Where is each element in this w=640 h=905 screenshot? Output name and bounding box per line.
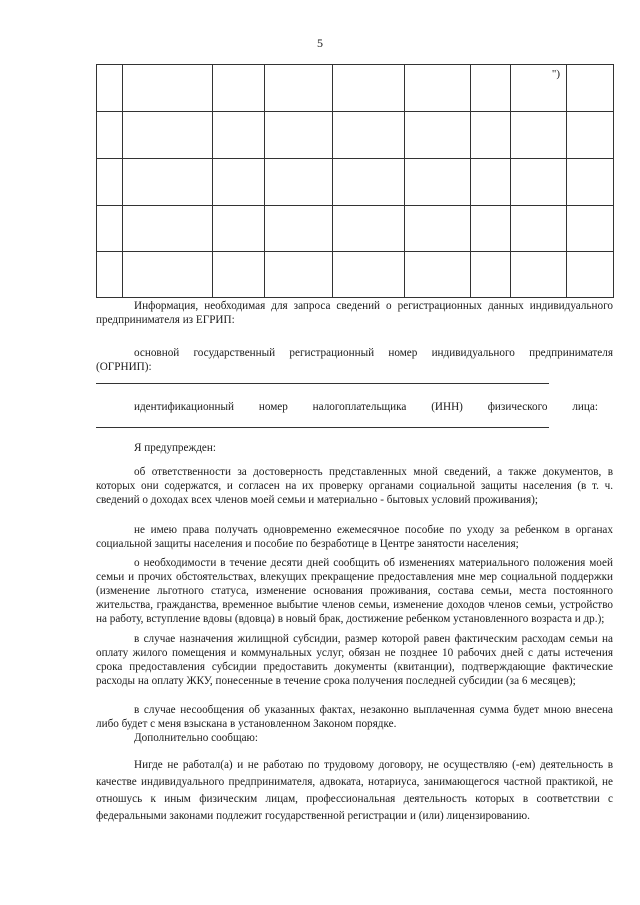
inn-word: налогоплательщика [312, 401, 407, 413]
table-cell [97, 206, 123, 252]
table-cell [567, 112, 614, 159]
inn-word: (ИНН) [431, 401, 463, 413]
table-cell [511, 206, 567, 252]
page-number: 5 [317, 36, 323, 50]
warned-item-benefits: не имею права получать одновременно ежемесячное пособие по уходу за ребенком в органах социальной защиты населения и пособие по безработице в Центре занятости населения; [96, 524, 613, 550]
table-cell [471, 112, 511, 159]
table-cell [567, 206, 614, 252]
table-row [97, 112, 614, 159]
table-cell [405, 112, 471, 159]
table-cell [471, 65, 511, 112]
table-cell [333, 112, 405, 159]
table-cell [405, 252, 471, 298]
table-cell [333, 252, 405, 298]
table-cell [265, 112, 333, 159]
inn-word: лица: [572, 401, 598, 413]
table-cell [333, 65, 405, 112]
table-cell [333, 206, 405, 252]
inn-word: номер [258, 401, 288, 413]
inn-word: идентификационный [134, 401, 235, 413]
table-cell [405, 206, 471, 252]
table-cell [123, 159, 213, 206]
table-cell [265, 159, 333, 206]
table-cell [265, 252, 333, 298]
table-row [97, 206, 614, 252]
table-cell [97, 159, 123, 206]
table-cell [471, 252, 511, 298]
table-cell [213, 65, 265, 112]
table-cell [123, 206, 213, 252]
ogrnip-label: основной государственный регистрационный номер индивидуального предпринимателя (ОГРНИП): [96, 347, 613, 373]
table-cell [97, 112, 123, 159]
table-cell [97, 252, 123, 298]
egrip-intro: Информация, необходимая для запроса сведений о регистрационных данных индивидуального предпринимателя из ЕГРИП: [96, 300, 613, 326]
warned-item-repayment: в случае несообщения об указанных фактах, незаконно выплаченная сумма будет мною внесена либо будет с меня взыскана в установленном Законом порядке. [96, 704, 613, 730]
warned-item-changes: о необходимости в течение десяти дней сообщить об изменениях материального положения моей семьи и прочих обстоятельствах, влекущих прекращение предоставления мне мер социальной поддержки (изменение льготного статуса, изменение основания проживания, состава семьи, места постоянного жительства, гражданства, временное выбытие членов семьи, изменение доходов членов семьи, устройство на работу, вступление вдовы (вдовца) в новый брак, достижение ребенком установленного возраста и др.); [96, 557, 613, 625]
table-cell [333, 159, 405, 206]
table-cell [471, 159, 511, 206]
table-cell [123, 65, 213, 112]
table-cell [213, 112, 265, 159]
inn-label [134, 400, 598, 414]
warned-heading: Я предупрежден: [134, 442, 216, 454]
table-cell [511, 112, 567, 159]
table-cell [123, 112, 213, 159]
warned-item-subsidy: в случае назначения жилищной субсидии, размер которой равен фактическим расходам семьи на оплату жилого помещения и коммунальных услуг, обязан не позднее 10 рабочих дней с даты истечения срока предоставления субсидии предоставить документы (квитанции), подтверждающие фактические расходы на оплату ЖКУ, понесенные в течение срока получения последней субсидии (за 6 месяцев); [96, 633, 613, 687]
warned-item-responsibility: об ответственности за достоверность представленных мной сведений, а также документов, в которых они содержатся, и согласен на их проверку органами социальной защиты населения (в т. ч. сведений о доходах всех членов моей семьи и материально - бытовых условий проживания); [96, 466, 613, 506]
table-row [97, 159, 614, 206]
table-row [97, 252, 614, 298]
table-cell [213, 252, 265, 298]
inn-fill-line [96, 427, 549, 428]
table-cell [471, 206, 511, 252]
table-cell [567, 159, 614, 206]
table-cell [213, 206, 265, 252]
table-cell [265, 206, 333, 252]
table-cell [567, 252, 614, 298]
table-cell [511, 159, 567, 206]
table-cell [567, 65, 614, 112]
table-cell [265, 65, 333, 112]
table-cell [123, 252, 213, 298]
table-row [97, 65, 614, 112]
inn-word: физического [487, 401, 548, 413]
ogrnip-fill-line [96, 383, 549, 384]
table-cell-mark: ") [511, 65, 567, 112]
data-table [96, 64, 614, 298]
table-cell [405, 65, 471, 112]
additional-statement: Нигде не работал(а) и не работаю по трудовому договору, не осуществляю (-ем) деятельность в качестве индивидуального предпринимателя, адвоката, нотариуса, занимающегося частной практикой, не отношусь к иным физическим лицам, профессиональная деятельность которых в соответствии с федеральными законами подлежит государственной регистрации и (или) лицензированию. [96, 759, 613, 822]
table-cell [405, 159, 471, 206]
table-cell [511, 252, 567, 298]
table-cell [213, 159, 265, 206]
additional-heading: Дополнительно сообщаю: [134, 732, 259, 744]
table-cell [97, 65, 123, 112]
